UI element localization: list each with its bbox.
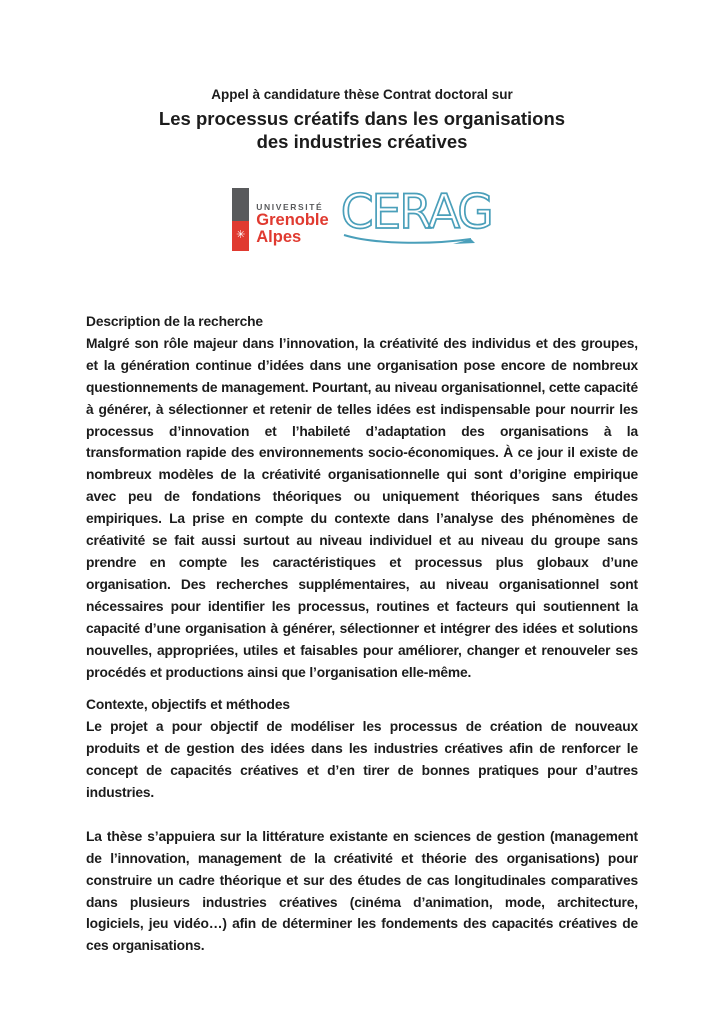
section-paragraph: La thèse s’appuiera sur la littérature existante en sciences de gestion (management de l’innovation, management de la créativité et théorie des organisations) pour construire un cadre théorique et sur des études de cas longitudinales comparatives dans plusieurs industries créatives (cinéma d’animation, mode, architecture, logiciels, jeu vidéo…) afin de déterminer les fondements des capacités créatives de ces organisations. (86, 828, 638, 954)
logo-row (0, 183, 724, 255)
uga-name-line-1: Grenoble (256, 210, 329, 229)
uga-logo-gray-block (232, 188, 249, 221)
section-heading: Contexte, objectifs et méthodes (86, 697, 290, 713)
uga-logo-red-block (232, 221, 249, 251)
document-subtitle: Appel à candidature thèse Contrat doctoral sur (211, 87, 513, 102)
cerag-logo-text: CERAG (340, 185, 492, 240)
uga-university-label: UNIVERSITÉ (256, 201, 324, 212)
section-paragraph: Le projet a pour objectif de modéliser les processus de création de nouveaux produits et de gestion des idées dans les industries créatives afin de renforcer le concept de capacités créatives et d’en tirer de bonnes pratiques pour d’autres industries. (86, 719, 638, 801)
section-heading: Description de la recherche (86, 314, 263, 329)
document-title-line-2: des industries créatives (256, 131, 468, 152)
section-description (86, 311, 638, 683)
uga-name-line-2: Alpes (256, 227, 302, 246)
section-contexte (86, 694, 638, 957)
document-title-line-1: Les processus créatifs dans les organisations (158, 108, 566, 129)
cerag-logo (341, 183, 492, 255)
uga-logo (232, 188, 328, 251)
section-paragraph: Malgré son rôle majeur dans l’innovation, la créativité des individus et des groupes, et la génération continue d’idées dans une organisation pose encore de nombreux questionnements de management. Pourtant, au niveau organisationnel, cette capacité à générer, à sélectionner et retenir de telles idées est indispensable pour nourrir les processus d’innovation et l’habileté d’adaptation des organisations à la transformation rapide des environnements socio-économiques. À ce jour il existe de nombreux modèles de la créativité organisationnelle qui sont d’origine empirique avec peu de fondations théoriques ou uniquement théoriques sans études empiriques. La prise en compte du contexte dans l’analyse des phénomènes de créativité se fait aussi surtout au niveau individuel et au niveau du groupe sans prendre en compte les caractéristiques et processus plus globaux d’une organisation. Des recherches supplémentaires, au niveau organisationnel sont nécessaires pour identifier les processus, routines et facteurs qui soutiennent la capacité d’une organisation à générer, sélectionner et intégrer des idées et solutions nouvelles, appropriées, utiles et faisables pour améliorer, changer et renouveler ses procédés et productions ainsi que l’organisation elle-même. (86, 335, 638, 680)
snowflake-icon: ✳ (236, 229, 246, 241)
cerag-swoosh-icon (343, 233, 491, 247)
uga-logo-bar (232, 188, 249, 251)
uga-logo-text (256, 188, 328, 246)
document-header (0, 0, 724, 153)
document-body (0, 311, 724, 957)
document-title (0, 107, 724, 153)
